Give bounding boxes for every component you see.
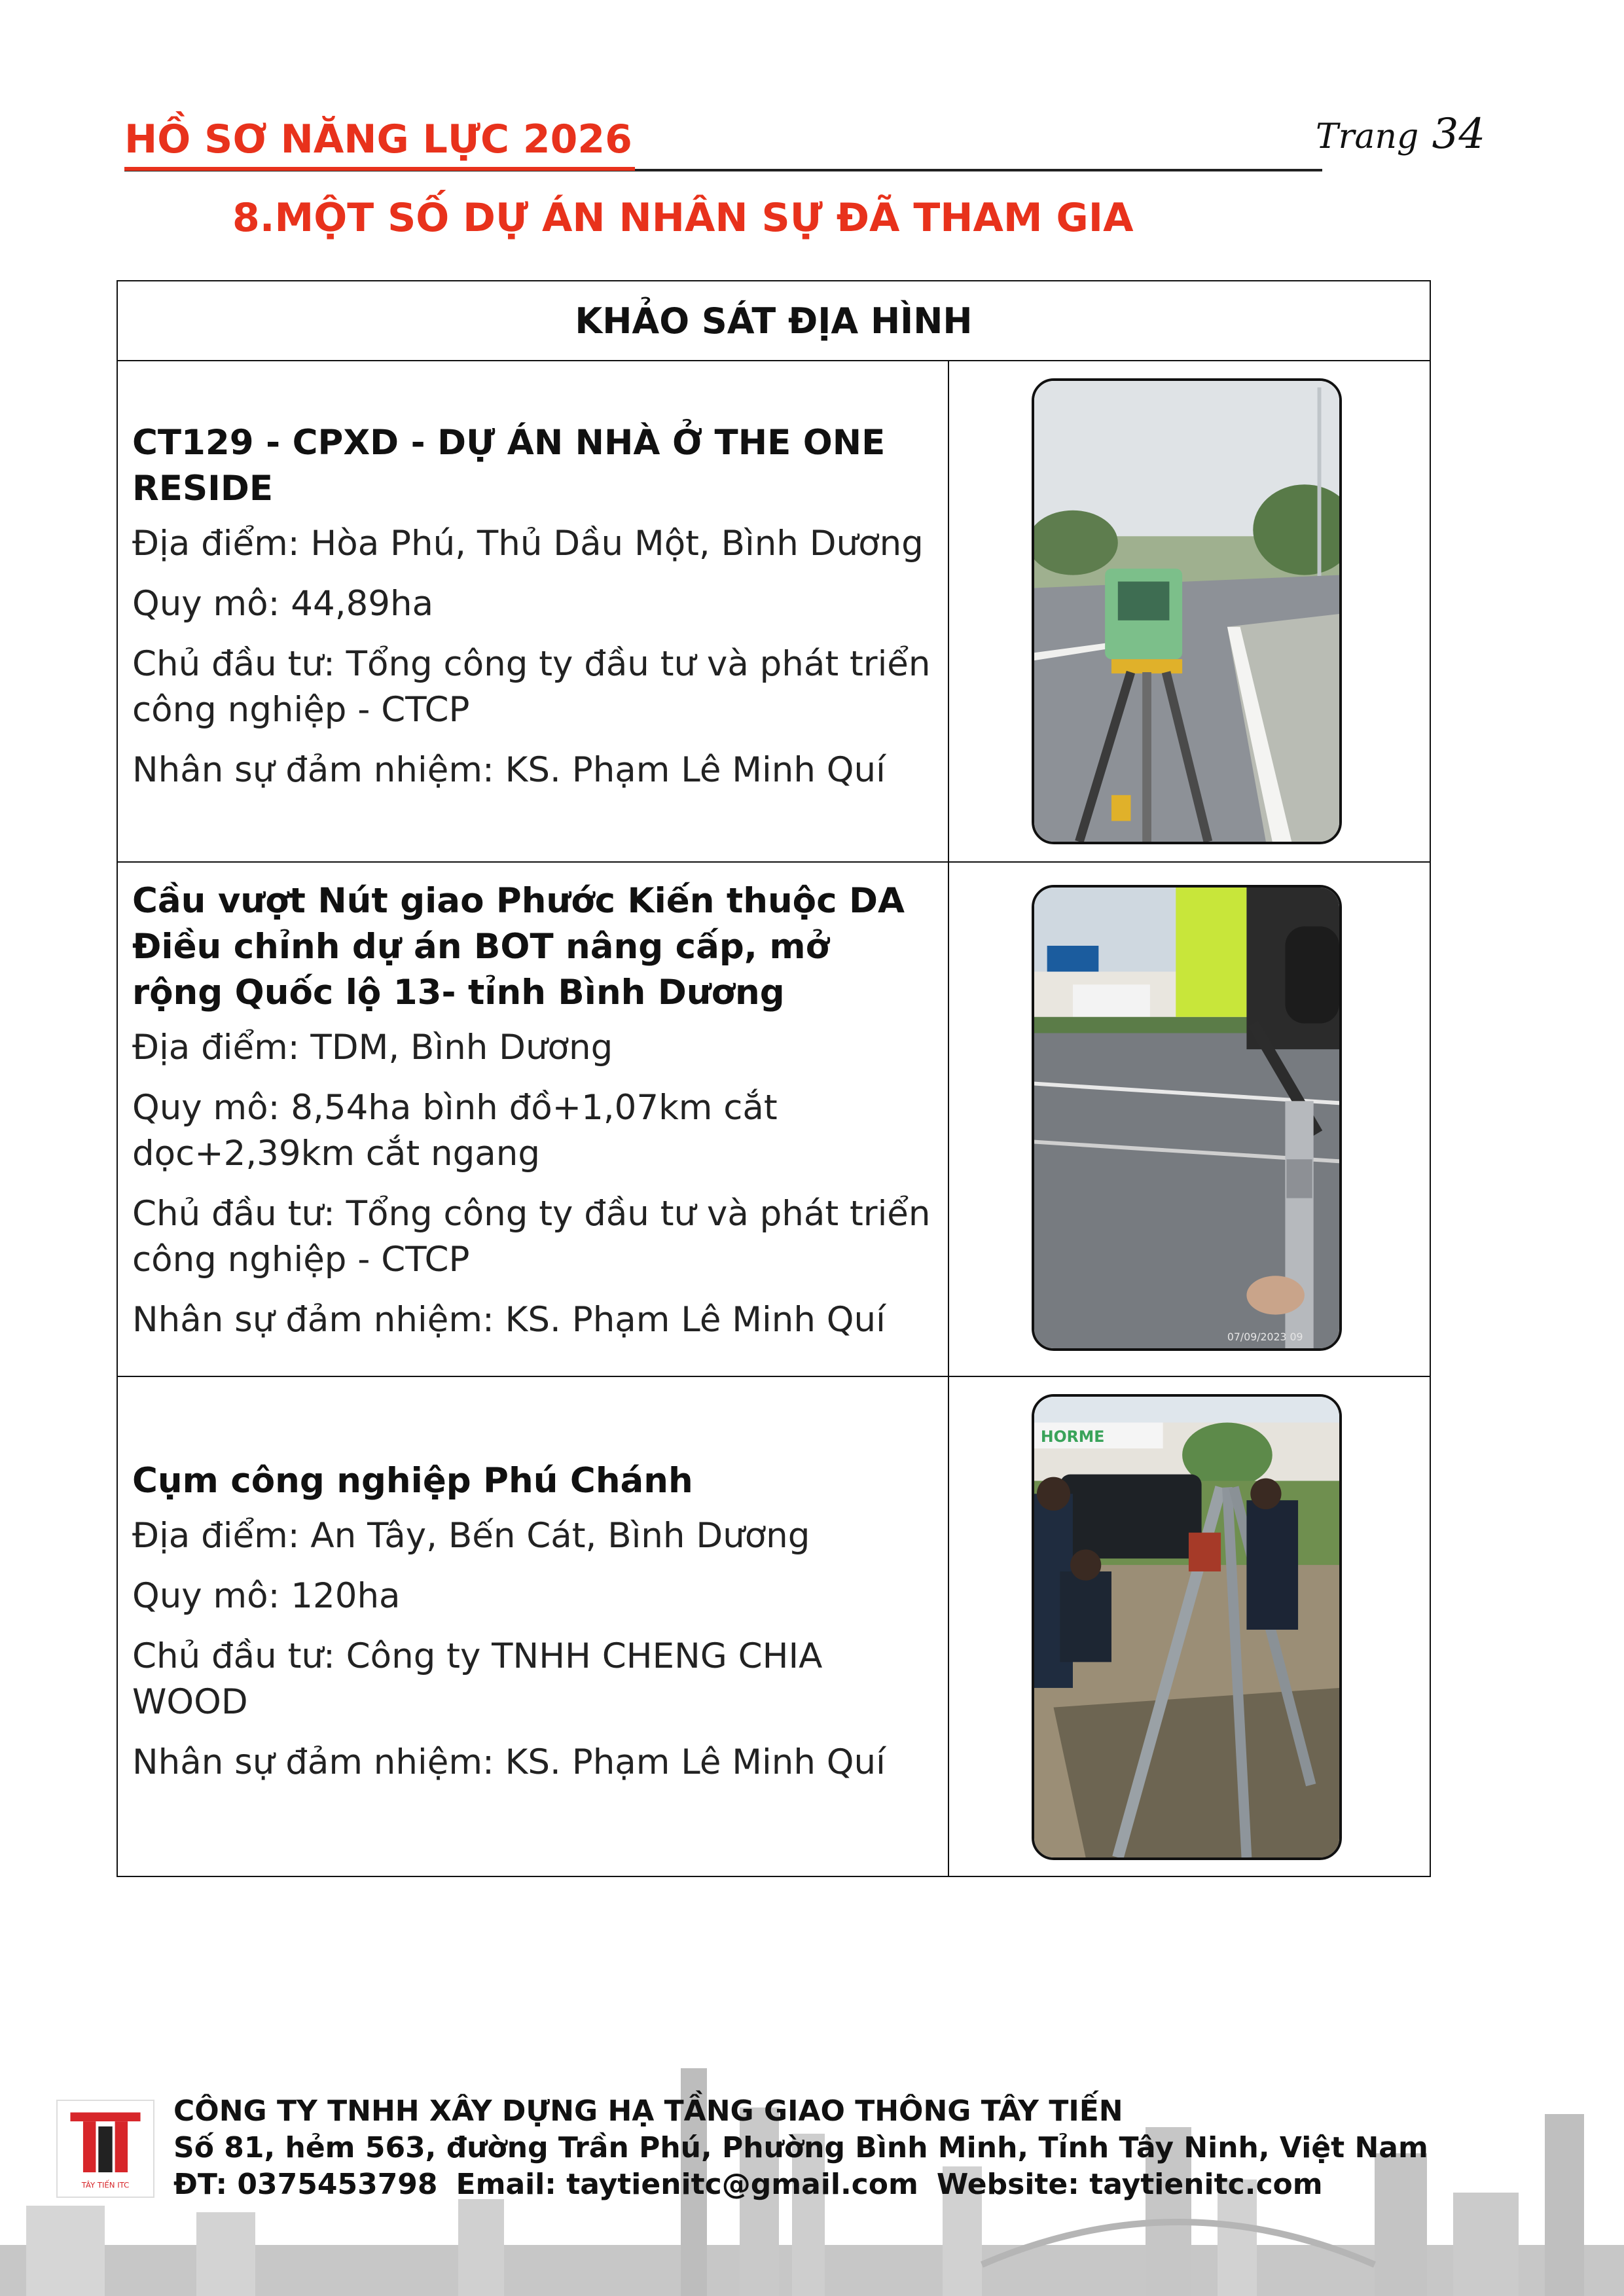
company-name: CÔNG TY TNHH XÂY DỰNG HẠ TẦNG GIAO THÔNG TÂY TIẾN: [173, 2094, 1123, 2128]
document-title: HỒ SƠ NĂNG LỰC 2026: [124, 117, 632, 162]
project-investor: Chủ đầu tư: Tổng công ty đầu tư và phát triển công nghiệp - CTCP: [132, 643, 931, 730]
survey-photo-team: [1032, 1394, 1342, 1860]
project-info: [132, 420, 931, 808]
photo-timestamp: 07/09/2023 09: [1227, 1331, 1303, 1344]
company-info: [173, 2093, 1428, 2203]
project-location: Địa điểm: An Tây, Bến Cát, Bình Dương: [132, 1515, 810, 1556]
project-location: Địa điểm: TDM, Bình Dương: [132, 1027, 613, 1067]
table-row: [118, 361, 1430, 863]
logo-text: TÂY TIẾN ITC: [81, 2180, 130, 2190]
page-number-value: 34: [1432, 110, 1486, 158]
project-staff: Nhân sự đảm nhiệm: KS. Phạm Lê Minh Quí: [132, 1299, 886, 1340]
header-title-underline: [124, 167, 635, 171]
survey-photo-prism: [1032, 885, 1342, 1351]
project-staff: Nhân sự đảm nhiệm: KS. Phạm Lê Minh Quí: [132, 749, 886, 790]
page-label: Trang: [1316, 117, 1419, 156]
project-investor: Chủ đầu tư: Công ty TNHH CHENG CHIA WOOD: [132, 1636, 823, 1722]
table-row: [118, 863, 1430, 1377]
table-heading: KHẢO SÁT ĐỊA HÌNH: [118, 281, 1430, 361]
company-logo: [56, 2100, 154, 2198]
project-scale: Quy mô: 44,89ha: [132, 583, 434, 624]
survey-photo-total-station: [1032, 378, 1342, 844]
company-phone: ĐT: 0375453798: [173, 2168, 438, 2201]
project-scale: Quy mô: 8,54ha bình đồ+1,07km cắt dọc+2,39km cắt ngang: [132, 1087, 778, 1174]
project-investor: Chủ đầu tư: Tổng công ty đầu tư và phát triển công nghiệp - CTCP: [132, 1193, 931, 1280]
projects-table: [117, 280, 1431, 1877]
project-location: Địa điểm: Hòa Phú, Thủ Dầu Một, Bình Dương: [132, 523, 924, 564]
project-staff: Nhân sự đảm nhiệm: KS. Phạm Lê Minh Quí: [132, 1742, 886, 1782]
company-address: Số 81, hẻm 563, đường Trần Phú, Phường Bình Minh, Tỉnh Tây Ninh, Việt Nam: [173, 2131, 1428, 2164]
project-title: CT129 - CPXD - DỰ ÁN NHÀ Ở THE ONE RESIDE: [132, 423, 886, 509]
company-website[interactable]: Website: taytienitc.com: [936, 2168, 1323, 2201]
project-info: [132, 878, 931, 1357]
page-number: [1316, 110, 1485, 158]
project-title: Cụm công nghiệp Phú Chánh: [132, 1461, 693, 1501]
project-title: Cầu vượt Nút giao Phước Kiến thuộc DA Điều chỉnh dự án BOT nâng cấp, mở rộng Quốc lộ 13- tỉnh Bình Dương: [132, 881, 905, 1013]
table-row: [118, 1377, 1430, 1877]
project-info: [132, 1458, 931, 1800]
photo-sign-text: HORME: [1040, 1427, 1105, 1446]
section-title: 8.MỘT SỐ DỰ ÁN NHÂN SỰ ĐÃ THAM GIA: [232, 195, 1134, 241]
company-email[interactable]: Email: taytienitc@gmail.com: [456, 2168, 918, 2201]
company-contact: [173, 2166, 1428, 2203]
project-scale: Quy mô: 120ha: [132, 1575, 401, 1616]
